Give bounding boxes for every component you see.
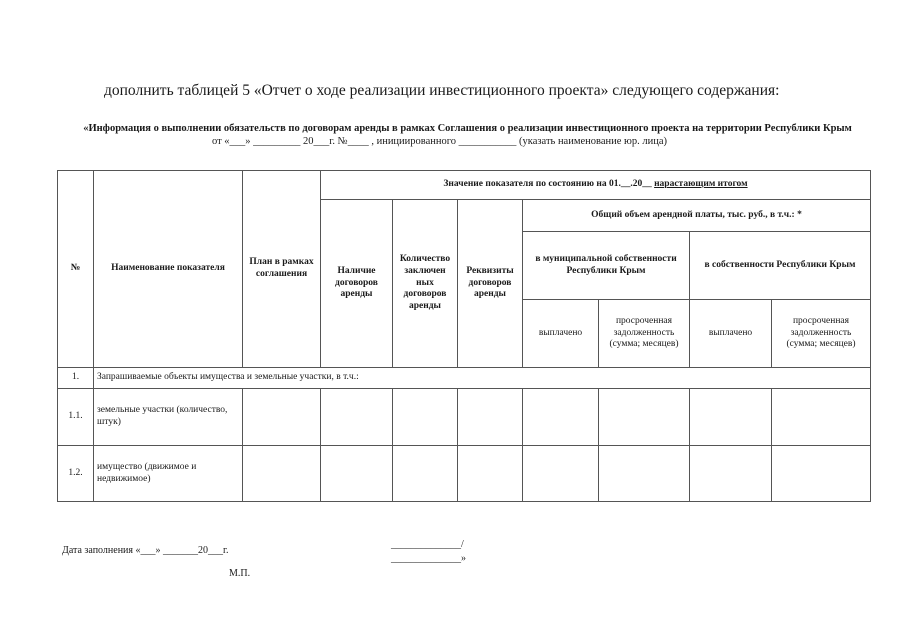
- cell-paid-republic: [690, 446, 772, 502]
- cell-overdue-municipal: [599, 389, 690, 446]
- header-overdue-municipal: просроченная задолженность (сумма; месяцев): [599, 300, 690, 368]
- cell-paid-municipal: [523, 446, 599, 502]
- intro-text: дополнить таблицей 5 «Отчет о ходе реализации инвестиционного проекта» следующего содержания:: [104, 82, 780, 99]
- cell-requisites: [458, 446, 523, 502]
- cell-presence: [321, 389, 393, 446]
- cell-plan: [243, 389, 321, 446]
- signature-name-line: ______________»: [391, 553, 466, 564]
- header-total-rent: Общий объем арендной платы, тыс. руб., в т.ч.: *: [523, 200, 871, 232]
- table-caption-title: «Информация о выполнении обязательств по договорам аренды в рамках Соглашения о реализации инвестиционного проекта на территории Республики Крым: [83, 123, 852, 134]
- cell-count: [393, 389, 458, 446]
- row-label: земельные участки (количество, штук): [94, 389, 243, 446]
- row-label: имущество (движимое и недвижимое): [94, 446, 243, 502]
- table-row: [58, 389, 871, 446]
- section-label: Запрашиваемые объекты имущества и земельные участки, в т.ч.:: [94, 368, 871, 389]
- table-section-row: [58, 368, 871, 389]
- cell-paid-municipal: [523, 389, 599, 446]
- header-value-suffix: нарастающим итогом: [654, 179, 748, 190]
- header-num: №: [58, 171, 94, 368]
- header-contract-count: Количество заключен ных договоров аренды: [393, 200, 458, 368]
- header-municipal-property: в муниципальной собственности Республики Крым: [523, 232, 690, 300]
- header-paid-municipal: выплачено: [523, 300, 599, 368]
- header-plan: План в рамках соглашения: [243, 171, 321, 368]
- header-paid-republic: выплачено: [690, 300, 772, 368]
- report-table: [57, 170, 871, 502]
- row-num: 1.1.: [58, 389, 94, 446]
- stamp-label: М.П.: [229, 568, 251, 579]
- cell-requisites: [458, 389, 523, 446]
- row-num: 1.2.: [58, 446, 94, 502]
- table-caption-subtitle: от «___» _________ 20___г. №____ , инициированного ___________ (указать наименование юр. лица): [211, 136, 667, 147]
- header-overdue-republic: просроченная задолженность (сумма; месяцев): [772, 300, 871, 368]
- table-row: [58, 446, 871, 502]
- header-indicator-name: Наименование показателя: [94, 171, 243, 368]
- fill-date: Дата заполнения «___» _______20___г.: [62, 545, 229, 556]
- cell-overdue-republic: [772, 446, 871, 502]
- header-republic-property: в собственности Республики Крым: [690, 232, 871, 300]
- cell-plan: [243, 446, 321, 502]
- cell-overdue-municipal: [599, 446, 690, 502]
- header-contract-requisites: Реквизиты договоров аренды: [458, 200, 523, 368]
- header-value-prefix: Значение показателя по состоянию на 01.__.20__: [443, 179, 652, 190]
- cell-paid-republic: [690, 389, 772, 446]
- header-value-as-of: [321, 171, 871, 200]
- cell-overdue-republic: [772, 389, 871, 446]
- signature-line: ______________/: [391, 539, 464, 550]
- header-contract-presence: Наличие договоров аренды: [321, 200, 393, 368]
- cell-presence: [321, 446, 393, 502]
- section-num: 1.: [58, 368, 94, 389]
- cell-count: [393, 446, 458, 502]
